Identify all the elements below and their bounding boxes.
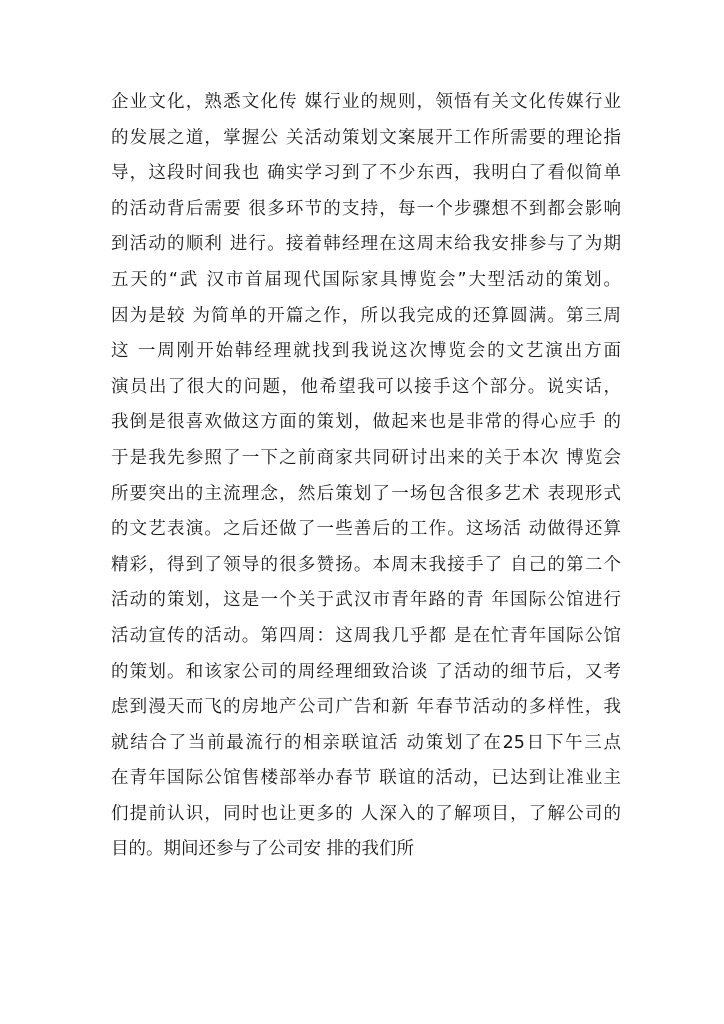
text-line: 因为是较 为简单的开篇之作，所以我完成的还算圆满。第三周 — [111, 305, 621, 326]
text-line: 活动的策划，这是一个关于武汉市青年路的青 年国际公馆进行 — [111, 590, 621, 611]
text-line: 就结合了当前最流行的相亲联谊活 动策划了在25日下午三点 — [111, 732, 621, 753]
text-line: 所要突出的主流理念，然后策划了一场包含很多艺术 表现形式 — [111, 483, 621, 504]
text-line: 到活动的顺利 进行。接着韩经理在这周末给我安排参与了为期 — [111, 234, 621, 255]
text-line: 的策划。和该家公司的周经理细致洽谈 了活动的细节后，又考 — [111, 661, 621, 682]
text-line: 的发展之道，掌握公 关活动策划文案展开工作所需要的理论指 — [111, 127, 621, 148]
text-line: 我倒是很喜欢做这方面的策划，做起来也是非常的得心应手 的 — [111, 412, 621, 433]
text-line: 活动宣传的活动。第四周：这周我几乎都 是在忙青年国际公馆 — [111, 625, 621, 646]
text-line: 演员出了很大的问题，他希望我可以接手这个部分。说实话， — [111, 376, 621, 397]
text-line: 五天的“武 汉市首届现代国际家具博览会”大型活动的策划。 — [111, 269, 621, 290]
text-line: 的文艺表演。之后还做了一些善后的工作。这场活 动做得还算 — [111, 519, 621, 540]
text-line: 虑到漫天而飞的房地产公司广告和新 年春节活动的多样性，我 — [111, 697, 621, 718]
text-line: 导，这段时间我也 确实学习到了不少东西，我明白了看似简单 — [111, 163, 621, 184]
text-line: 在青年国际公馆售楼部举办春节 联谊的活动，已达到让准业主 — [111, 768, 621, 789]
text-line: 们提前认识，同时也让更多的 人深入的了解项目，了解公司的 — [111, 803, 621, 824]
text-line: 企业文化，熟悉文化传 媒行业的规则，领悟有关文化传媒行业 — [111, 92, 621, 112]
text-line: 于是我先参照了一下之前商家共同研讨出来的关于本次 博览会 — [111, 447, 621, 468]
text-line: 目的。期间还参与了公司安 排的我们所 — [111, 839, 415, 860]
text-line: 精彩，得到了领导的很多赞扬。本周末我接手了 自己的第二个 — [111, 554, 621, 575]
text-line: 这 一周刚开始韩经理就找到我说这次博览会的文艺演出方面 — [111, 341, 621, 362]
body-text — [111, 85, 621, 868]
text-line: 的活动背后需要 很多环节的支持，每一个步骤想不到都会影响 — [111, 198, 621, 219]
